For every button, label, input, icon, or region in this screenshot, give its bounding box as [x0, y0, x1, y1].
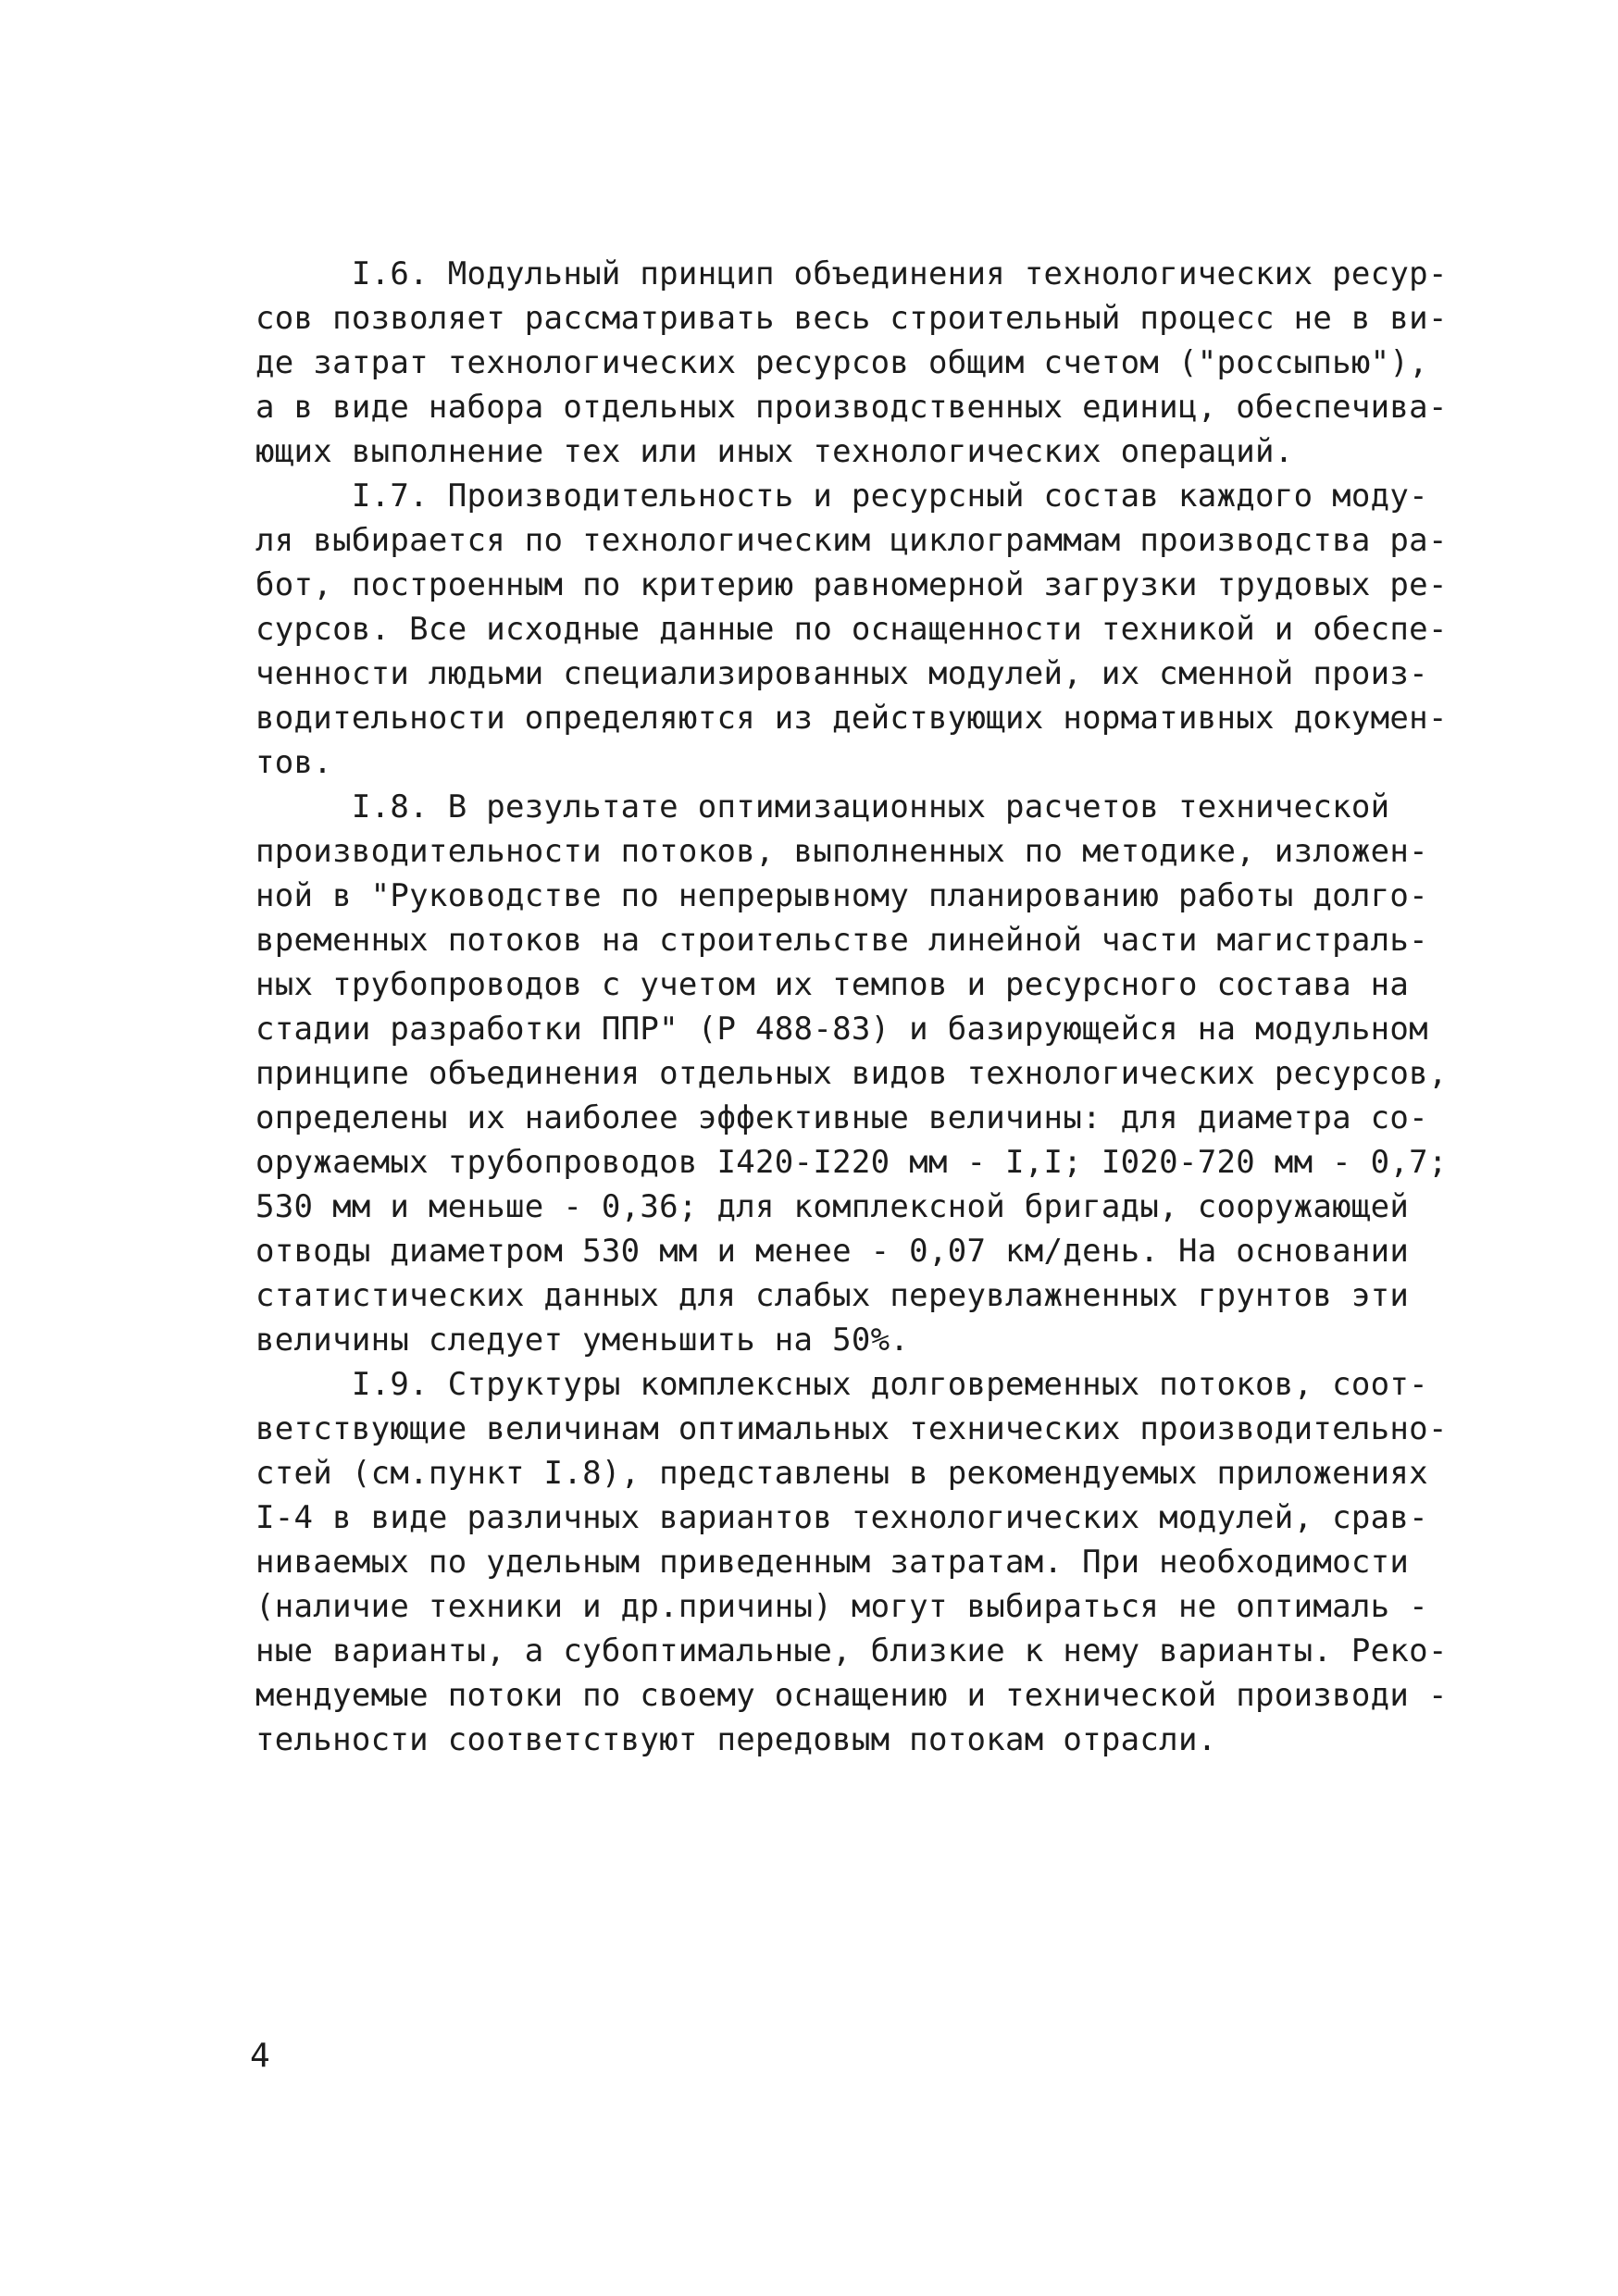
text-line: стадии разработки ППР" (Р 488-83) и базирующейся на модульном: [255, 1011, 1428, 1048]
text-line: ченности людьми специализированных модулей, их сменной произ-: [255, 655, 1428, 692]
text-line: ниваемых по удельным приведенным затратам. При необходимости: [255, 1544, 1410, 1581]
paragraph-1-9: [255, 1362, 1448, 1762]
text-line: ветствующие величинам оптимальных технических производительно-: [255, 1410, 1448, 1447]
paragraph-1-6: [255, 252, 1448, 474]
text-line: тельности соответствуют передовым потокам отрасли.: [255, 1721, 1217, 1758]
text-line: I.7. Производительность и ресурсный состав каждого моду-: [255, 478, 1428, 515]
body-text: [255, 252, 1448, 1762]
paragraph-1-8: [255, 785, 1448, 1362]
text-line: определены их наиболее эффективные величины: для диаметра со-: [255, 1099, 1428, 1136]
text-line: ной в "Руководстве по непрерывному планированию работы долго-: [255, 877, 1428, 914]
text-line: стей (см.пункт I.8), представлены в рекомендуемых приложениях: [255, 1455, 1428, 1492]
text-line: I-4 в виде различных вариантов технологических модулей, срав-: [255, 1499, 1428, 1536]
text-line: (наличие техники и др.причины) могут выбираться не оптималь -: [255, 1588, 1428, 1625]
text-line: сурсов. Все исходные данные по оснащенности техникой и обеспе-: [255, 611, 1448, 648]
text-line: ющих выполнение тех или иных технологических операций.: [255, 433, 1294, 470]
text-line: отводы диаметром 530 мм и менее - 0,07 км/день. На основании: [255, 1233, 1410, 1270]
text-line: оружаемых трубопроводов I420-I220 мм - I,I; I020-720 мм - 0,7;: [255, 1144, 1448, 1181]
text-line: статистических данных для слабых переувлажненных грунтов эти: [255, 1277, 1410, 1314]
text-line: а в виде набора отдельных производственных единиц, обеспечива-: [255, 389, 1448, 426]
text-line: водительности определяются из действующих нормативных докумен-: [255, 700, 1448, 737]
text-line: временных потоков на строительстве линейной части магистраль-: [255, 922, 1428, 959]
text-line: принципе объединения отдельных видов технологических ресурсов,: [255, 1055, 1448, 1092]
text-line: бот, построенным по критерию равномерной загрузки трудовых ре-: [255, 566, 1448, 603]
text-line: величины следует уменьшить на 50%.: [255, 1322, 910, 1359]
text-line: ные варианты, а субоптимальные, близкие к нему варианты. Реко-: [255, 1632, 1448, 1669]
text-line: I.8. В результате оптимизационных расчетов технической: [255, 788, 1390, 825]
text-line: сов позволяет рассматривать весь строительный процесс не в ви-: [255, 300, 1448, 337]
text-line: I.9. Структуры комплексных долговременных потоков, соот-: [255, 1366, 1428, 1403]
text-line: де затрат технологических ресурсов общим счетом ("россыпью"),: [255, 344, 1428, 381]
text-line: тов.: [255, 744, 333, 781]
paragraph-1-7: [255, 474, 1448, 785]
page-number: 4: [250, 2037, 270, 2075]
text-line: I.6. Модульный принцип объединения технологических ресур-: [255, 255, 1448, 292]
text-line: производительности потоков, выполненных по методике, изложен-: [255, 833, 1428, 870]
text-line: 530 мм и меньше - 0,36; для комплексной бригады, сооружающей: [255, 1188, 1410, 1225]
text-line: ных трубопроводов с учетом их темпов и ресурсного состава на: [255, 966, 1410, 1003]
text-line: мендуемые потоки по своему оснащению и технической производи -: [255, 1677, 1448, 1714]
text-line: ля выбирается по технологическим циклограммам производства ра-: [255, 522, 1448, 559]
